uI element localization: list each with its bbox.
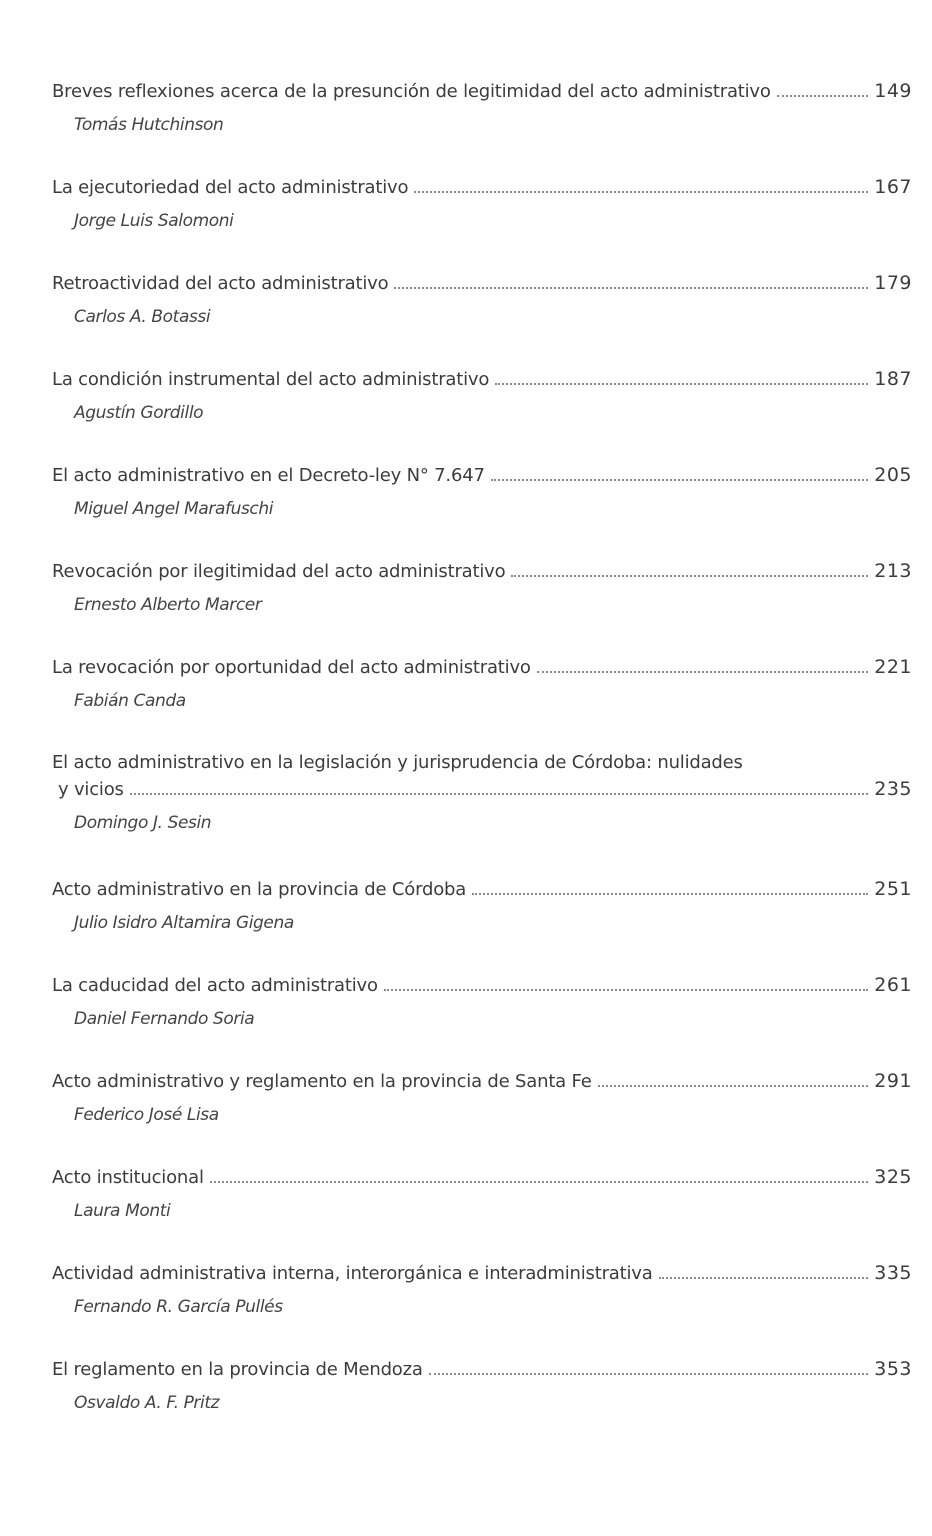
page-number: 251 — [874, 878, 912, 900]
table-of-contents — [52, 78, 912, 1452]
toc-title-row — [52, 558, 912, 585]
page-number: 353 — [874, 1358, 912, 1380]
dot-leader — [472, 893, 868, 895]
toc-entry — [52, 750, 912, 876]
entry-title: Actividad administrativa interna, interorgánica e interadministrativa — [52, 1263, 653, 1284]
page-number: 291 — [874, 1070, 912, 1092]
dot-leader — [495, 383, 868, 385]
entry-title: Acto administrativo en la provincia de Córdoba — [52, 879, 467, 900]
entry-author: Domingo J. Sesin — [74, 813, 212, 833]
toc-entry — [52, 972, 912, 1068]
page-number: 235 — [874, 778, 912, 800]
toc-title-row — [52, 654, 912, 681]
toc-title-row — [52, 78, 912, 105]
page-number: 205 — [874, 464, 912, 486]
entry-title-line2: y vicios — [58, 779, 124, 800]
dot-leader — [659, 1277, 869, 1279]
dot-leader — [210, 1181, 868, 1183]
toc-entry — [52, 270, 912, 366]
toc-title-row — [52, 776, 912, 803]
entry-title: El reglamento en la provincia de Mendoza — [52, 1359, 423, 1380]
toc-entry — [52, 366, 912, 462]
dot-leader — [130, 793, 869, 795]
entry-author: Laura Monti — [74, 1201, 171, 1221]
toc-entry — [52, 462, 912, 558]
entry-author: Julio Isidro Altamira Gigena — [74, 913, 294, 933]
dot-leader — [414, 191, 868, 193]
toc-entry — [52, 174, 912, 270]
toc-title-row — [52, 366, 912, 393]
toc-entry — [52, 1260, 912, 1356]
toc-title-row — [52, 876, 912, 903]
entry-author: Jorge Luis Salomoni — [74, 211, 234, 231]
page-number: 213 — [874, 560, 912, 582]
page-number: 335 — [874, 1262, 912, 1284]
page-number: 325 — [874, 1166, 912, 1188]
entry-title: El acto administrativo en el Decreto-ley N° 7.647 — [52, 465, 485, 486]
toc-entry — [52, 654, 912, 750]
entry-title: La ejecutoriedad del acto administrativo — [52, 177, 409, 198]
page-number: 261 — [874, 974, 912, 996]
dot-leader — [384, 989, 868, 991]
entry-title: La revocación por oportunidad del acto administrativo — [52, 657, 531, 678]
dot-leader — [491, 479, 869, 481]
entry-author: Federico José Lisa — [74, 1105, 219, 1125]
entry-author: Miguel Angel Marafuschi — [74, 499, 274, 519]
toc-title-row — [52, 270, 912, 297]
page-number: 187 — [874, 368, 912, 390]
entry-author: Tomás Hutchinson — [74, 115, 224, 135]
toc-title-row — [52, 174, 912, 201]
entry-title-line1: El acto administrativo en la legislación y jurisprudencia de Córdoba: nulidades — [52, 752, 743, 773]
dot-leader — [394, 287, 868, 289]
toc-entry — [52, 558, 912, 654]
page-number: 221 — [874, 656, 912, 678]
dot-leader — [429, 1373, 869, 1375]
toc-entry — [52, 1356, 912, 1452]
dot-leader — [537, 671, 869, 673]
entry-author: Fernando R. García Pullés — [74, 1297, 283, 1317]
entry-author: Ernesto Alberto Marcer — [74, 595, 262, 615]
entry-title: Acto administrativo y reglamento en la provincia de Santa Fe — [52, 1071, 592, 1092]
dot-leader — [511, 575, 868, 577]
entry-title: La condición instrumental del acto administrativo — [52, 369, 490, 390]
entry-title: Acto institucional — [52, 1167, 204, 1188]
toc-entry — [52, 1164, 912, 1260]
toc-title-row — [52, 1356, 912, 1383]
entry-title: La caducidad del acto administrativo — [52, 975, 378, 996]
toc-entry — [52, 78, 912, 174]
entry-author: Osvaldo A. F. Pritz — [74, 1393, 220, 1413]
entry-title: Revocación por ilegitimidad del acto administrativo — [52, 561, 506, 582]
entry-title: Retroactividad del acto administrativo — [52, 273, 389, 294]
toc-title-row — [52, 1068, 912, 1095]
toc-entry — [52, 1068, 912, 1164]
toc-title-row — [52, 1164, 912, 1191]
entry-author: Carlos A. Botassi — [74, 307, 211, 327]
page-number: 167 — [874, 176, 912, 198]
dot-leader — [598, 1085, 869, 1087]
page-number: 149 — [874, 80, 912, 102]
toc-title-row — [52, 972, 912, 999]
toc-entry — [52, 876, 912, 972]
entry-title: Breves reflexiones acerca de la presunción de legitimidad del acto administrativo — [52, 81, 771, 102]
dot-leader — [777, 95, 869, 97]
entry-author: Fabián Canda — [74, 691, 186, 711]
toc-title-row — [52, 1260, 912, 1287]
page-number: 179 — [874, 272, 912, 294]
entry-author: Agustín Gordillo — [74, 403, 204, 423]
toc-title-row — [52, 462, 912, 489]
entry-author: Daniel Fernando Soria — [74, 1009, 255, 1029]
